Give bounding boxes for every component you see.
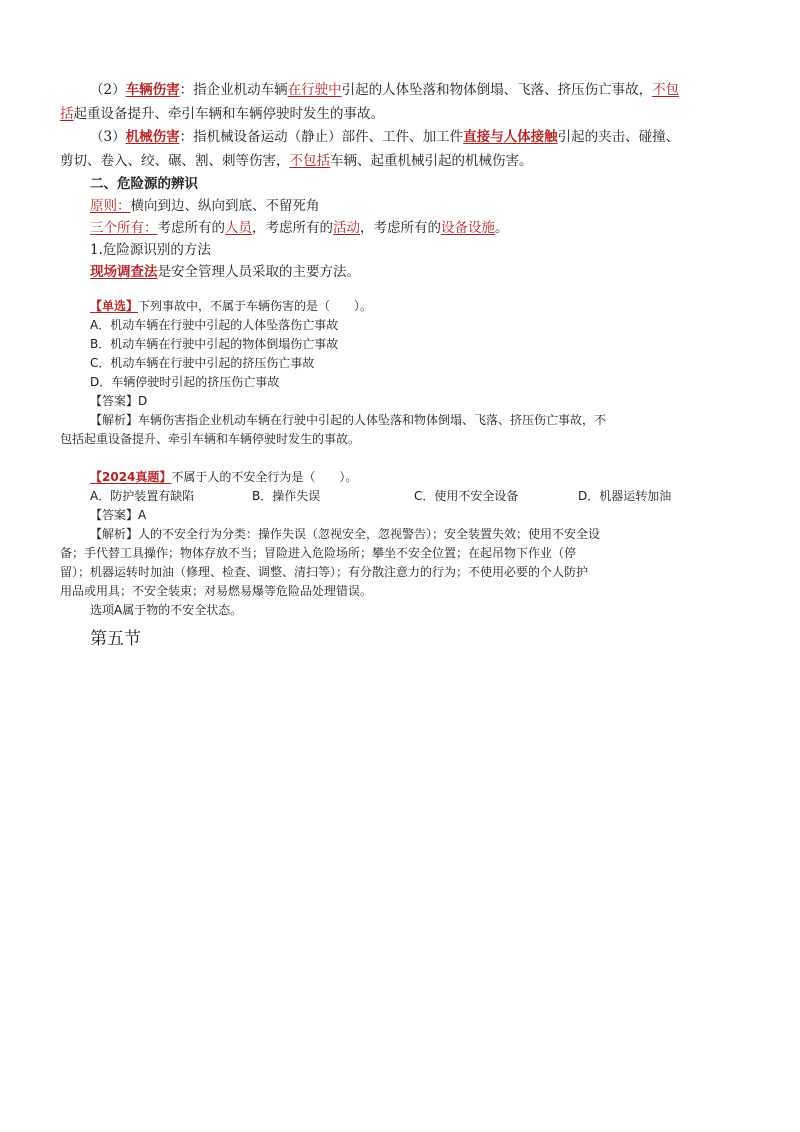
q2-option: C．使用不安全设备 <box>414 489 519 503</box>
highlight-while-driving: 在行驶中 <box>287 82 342 98</box>
q2-analysis-line4: 用品或用具；不安全装束；对易燃易爆等危险品处理错误。 <box>60 584 373 598</box>
q1-analysis-line2: 包括起重设备提升、牵引车辆和车辆停驶时发生的事故。 <box>60 432 361 446</box>
item-number: （2） <box>90 82 126 98</box>
q2-analysis-line1: 【解析】人的不安全行为分类：操作失误（忽视安全，忽视警告）；安全装置失效；使用不安全设 <box>90 527 601 541</box>
section-heading-hazard-identification: 二、危险源的辨识 <box>90 176 198 192</box>
text-segment: 车辆、起重机械引起的机械伤害。 <box>330 153 533 169</box>
highlight-excludes: 不包 <box>652 82 680 98</box>
q1-tag: 【单选】 <box>90 299 139 313</box>
highlight-equipment: 设备设施 <box>441 220 495 236</box>
q1-stem: 下列事故中，不属于车辆伤害的是（ ）。 <box>138 299 373 313</box>
q1-answer: 【答案】D <box>90 394 148 408</box>
highlight-activities: 活动 <box>333 220 360 236</box>
text-segment: ：指机械设备运动（静止）部件、工件、加工件 <box>179 129 464 145</box>
section-heading-fifth: 第五节 <box>90 629 141 649</box>
text-segment: 引起的人体坠落和物体倒塌、飞落、挤压伤亡事故， <box>341 82 653 98</box>
q1-stem-line <box>90 297 372 316</box>
q1-option: B．机动车辆在行驶中引起的物体倒塌伤亡事故 <box>90 337 339 351</box>
text-segment: ：指企业机动车辆 <box>179 82 288 98</box>
q2-option: A．防护装置有缺陷 <box>90 489 195 503</box>
q2-option: B．操作失误 <box>252 489 321 503</box>
highlight-excludes-cont: 括 <box>60 106 74 122</box>
highlight-excludes: 不包括 <box>289 153 330 169</box>
q2-stem: 不属于人的不安全行为是（ ）。 <box>171 470 358 484</box>
method-heading: 1.危险源识别的方法 <box>90 242 211 258</box>
item-number: （3） <box>90 129 126 145</box>
three-all-line <box>90 218 509 238</box>
q1-option: D．车辆停驶时引起的挤压伤亡事故 <box>90 375 280 389</box>
para-mechanical-injury-line1 <box>90 127 679 147</box>
text-segment: 起重设备提升、牵引车辆和车辆停驶时发生的事故。 <box>73 106 384 122</box>
text-segment: 是安全管理人员采取的主要方法。 <box>157 264 360 280</box>
term-field-survey: 现场调查法 <box>90 264 158 280</box>
principle-label: 原则： <box>90 198 131 214</box>
highlight-direct-contact: 直接与人体接触 <box>463 129 558 145</box>
q1-analysis-line1: 【解析】车辆伤害指企业机动车辆在行驶中引起的人体坠落和物体倒塌、飞落、挤压伤亡事故，不 <box>90 413 607 427</box>
term-vehicle-injury: 车辆伤害 <box>125 82 180 98</box>
q1-option: A．机动车辆在行驶中引起的人体坠落伤亡事故 <box>90 318 339 332</box>
para-vehicle-injury-line1 <box>90 80 679 100</box>
principle-text: 横向到边、纵向到底、不留死角 <box>130 198 320 214</box>
q2-stem-line <box>90 468 357 487</box>
q1-option: C．机动车辆在行驶中引起的挤压伤亡事故 <box>90 356 315 370</box>
term-mechanical-injury: 机械伤害 <box>125 129 180 145</box>
text-segment: 引起的夹击、碰撞、 <box>557 129 680 145</box>
text-segment: 。 <box>495 220 509 236</box>
q2-option: D．机器运转加油 <box>578 489 672 503</box>
text-segment: 考虑所有的 <box>157 220 225 236</box>
method-line <box>90 262 360 282</box>
principle-line <box>90 196 320 216</box>
para-mechanical-injury-line2 <box>60 151 533 171</box>
highlight-personnel: 人员 <box>225 220 252 236</box>
para-vehicle-injury-line2 <box>60 104 384 124</box>
q2-tag: 【2024真题】 <box>90 470 172 484</box>
text-segment: ，考虑所有的 <box>360 220 441 236</box>
text-segment: ，考虑所有的 <box>252 220 333 236</box>
q2-answer: 【答案】A <box>90 508 147 522</box>
text-segment: 剪切、卷入、绞、碾、割、刺等伤害， <box>60 153 290 169</box>
q2-analysis-line3: 留）；机器运转时加油（修理、检查、调整、清扫等）；有分散注意力的行为；不使用必要的个人防护 <box>60 565 589 579</box>
three-all-label: 三个所有： <box>90 220 158 236</box>
q2-note: 选项A属于物的不安全状态。 <box>90 603 243 617</box>
q2-analysis-line2: 备；手代替工具操作；物体存放不当；冒险进入危险场所；攀坐不安全位置；在起吊物下作业（停 <box>60 546 577 560</box>
